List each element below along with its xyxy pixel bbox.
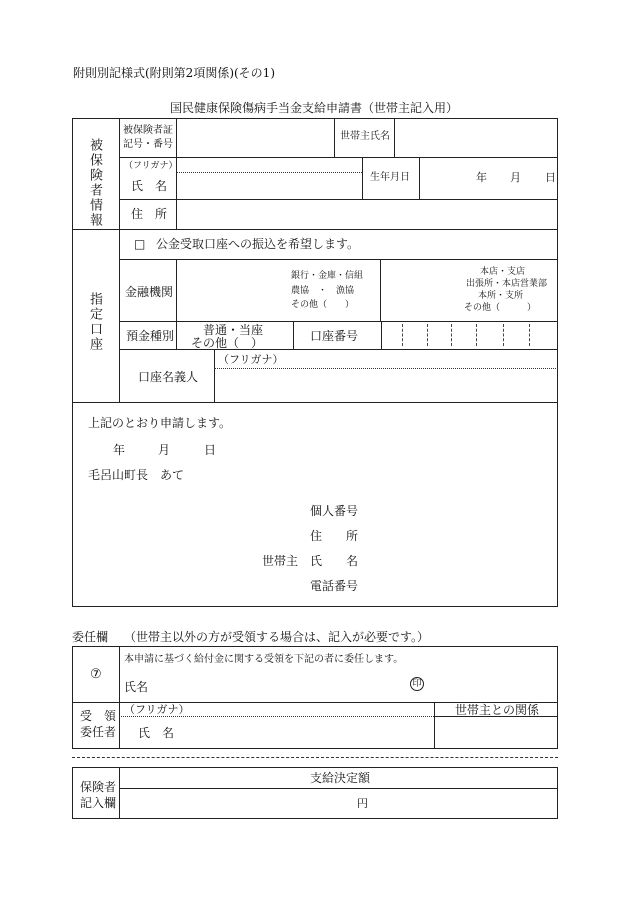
bank-name-field[interactable] bbox=[178, 261, 286, 319]
applicant-name-label: 氏 名 bbox=[310, 554, 359, 568]
delegate-label-2: 委任者 bbox=[80, 725, 117, 739]
public-account-checkbox[interactable]: □ bbox=[134, 237, 146, 251]
application-day: 日 bbox=[204, 443, 217, 457]
yen-label: 円 bbox=[357, 797, 368, 810]
head-name-label: 世帯主氏名 bbox=[340, 131, 390, 142]
relationship-field[interactable] bbox=[436, 718, 556, 747]
bank-types-1: 銀行・金庫・信組 bbox=[291, 271, 364, 281]
form-number: 附則別記様式(附則第2項関係)(その1) bbox=[73, 66, 275, 80]
name-label: 氏 名 bbox=[131, 179, 168, 193]
delegator-name-label: 氏名 bbox=[124, 680, 149, 694]
holder-name-field[interactable] bbox=[216, 370, 556, 400]
deposit-options-2[interactable]: その他（ ） bbox=[191, 336, 264, 350]
application-statement: 上記のとおり申請します。 bbox=[88, 416, 232, 430]
public-account-text: 公金受取口座への振込を希望します。 bbox=[156, 237, 360, 251]
deposit-options-1[interactable]: 普通・当座 bbox=[203, 323, 264, 337]
decision-amount-label: 支給決定額 bbox=[310, 771, 371, 785]
insurer-label-2: 記入欄 bbox=[80, 796, 117, 810]
account-section-label: 指定口座 bbox=[87, 292, 102, 352]
branch-types-1: 本店・支店 bbox=[480, 267, 526, 277]
head-name-field[interactable] bbox=[396, 120, 556, 155]
institution-label: 金融機関 bbox=[125, 285, 174, 299]
delegation-heading: 委任欄 bbox=[72, 630, 109, 644]
delegator-name-field[interactable] bbox=[150, 676, 405, 698]
address-label: 住 所 bbox=[131, 207, 168, 221]
deposit-type-label: 預金種別 bbox=[126, 329, 175, 343]
delegate-furigana-label: （フリガナ） bbox=[124, 703, 190, 716]
delegate-name-label: 氏 名 bbox=[138, 726, 175, 740]
insured-section-label: 被保険者情報 bbox=[87, 138, 102, 228]
id-label-2: 記号・番号 bbox=[123, 139, 173, 150]
id-label-1: 被保険者証 bbox=[123, 125, 173, 136]
bank-types-2: 農協 ・ 漁協 bbox=[291, 286, 355, 296]
holder-furigana-label: （フリガナ） bbox=[218, 353, 284, 366]
insurer-label-1: 保険者 bbox=[80, 780, 117, 794]
holder-label: 口座名義人 bbox=[138, 370, 199, 384]
delegate-label-1: 受 領 bbox=[80, 709, 117, 723]
seal-mark: 印 bbox=[412, 678, 422, 689]
delegate-name-field[interactable] bbox=[180, 718, 432, 747]
delegation-mark: ⑦ bbox=[90, 667, 102, 682]
delegation-statement: 本申請に基づく給付金に関する受領を下記の者に委任します。 bbox=[124, 654, 404, 665]
insured-address-field[interactable] bbox=[178, 201, 556, 227]
personal-number-label: 個人番号 bbox=[310, 504, 359, 518]
addressee: 毛呂山町長 あて bbox=[88, 468, 185, 482]
insured-id-field[interactable] bbox=[178, 120, 332, 155]
cut-line bbox=[72, 757, 558, 758]
dob-month: 月 bbox=[510, 171, 521, 184]
relationship-label: 世帯主との関係 bbox=[455, 703, 540, 717]
application-month: 月 bbox=[158, 443, 171, 457]
furigana-label: （フリガナ） bbox=[124, 161, 178, 171]
branch-types-2: 出張所・本店営業部 bbox=[466, 279, 548, 289]
insured-name-field[interactable] bbox=[178, 159, 360, 197]
applicant-address-label: 住 所 bbox=[310, 529, 359, 543]
branch-types-3: 本所・支所 bbox=[478, 291, 524, 301]
application-year: 年 bbox=[113, 443, 126, 457]
delegation-note: （世帯主以外の方が受領する場合は、記入が必要です。） bbox=[124, 630, 430, 644]
dob-year: 年 bbox=[476, 171, 487, 184]
head-of-household-label: 世帯主 bbox=[262, 554, 299, 568]
account-number-field[interactable] bbox=[383, 323, 556, 347]
dob-day: 日 bbox=[545, 171, 556, 184]
account-number-label: 口座番号 bbox=[310, 329, 359, 343]
branch-name-field[interactable] bbox=[382, 261, 462, 319]
phone-label: 電話番号 bbox=[310, 579, 359, 593]
bank-types-3: その他（ ） bbox=[291, 300, 355, 310]
dob-label: 生年月日 bbox=[370, 172, 410, 183]
form-title: 国民健康保険傷病手当金支給申請書（世帯主記入用） bbox=[170, 101, 459, 115]
decision-amount-field[interactable] bbox=[121, 790, 351, 817]
branch-types-4: その他（ ） bbox=[464, 303, 537, 313]
